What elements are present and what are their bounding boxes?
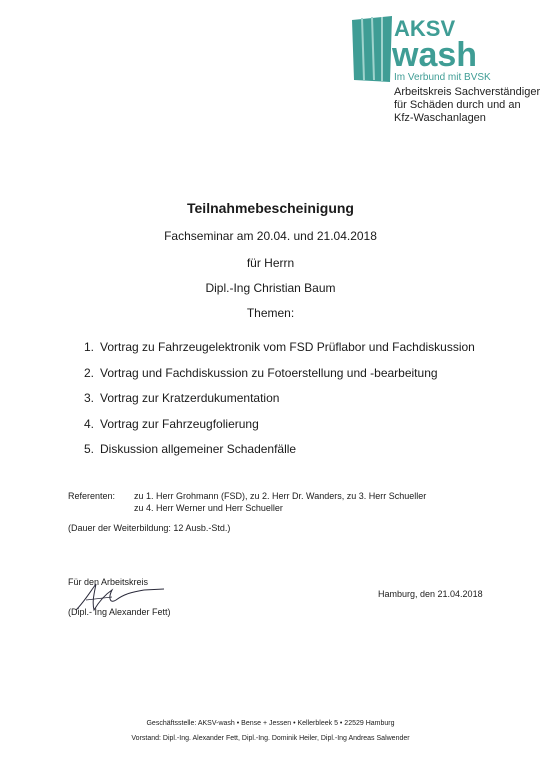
document-title: Teilnahmebescheinigung (187, 200, 354, 216)
topic-number: 4. (84, 416, 95, 431)
referents-list (134, 491, 426, 514)
recipient-name: Dipl.-Ing Christian Baum (205, 281, 336, 295)
topic-item (84, 417, 475, 443)
referents-line: zu 4. Herr Werner und Herr Schueller (134, 502, 283, 513)
topic-number: 2. (84, 365, 95, 380)
footer-board: Vorstand: Dipl.-Ing. Alexander Fett, Dipl.-Ing. Dominik Heiler, Dipl.-Ing Andreas Salwender (131, 735, 410, 742)
referents-label: Referenten: (68, 491, 116, 501)
topic-number: 3. (84, 391, 95, 405)
svg-text:AKSV: AKSV (394, 16, 456, 41)
svg-text:Im Verbund mit BVSK: Im Verbund mit BVSK (394, 72, 491, 83)
seminar-date: Fachseminar am 20.04. und 21.04.2018 (164, 229, 377, 243)
footer-office: Geschäftsstelle: AKSV-wash • Bense + Jessen • Kellerbleek 5 • 22529 Hamburg (146, 720, 395, 727)
topics-heading: Themen: (246, 306, 295, 320)
svg-text:wash: wash (392, 36, 478, 74)
recipient-label: für Herrn (246, 256, 295, 270)
logo-subtitle-line: Kfz-Waschanlagen (394, 112, 486, 124)
topic-number: 5. (84, 442, 95, 456)
topic-text: Vortrag zu Fahrzeugelektronik vom FSD Prüflabor und Fachdiskussion (100, 340, 475, 354)
training-duration: (Dauer der Weiterbildung: 12 Ausb.-Std.) (68, 523, 231, 533)
topic-text: Diskussion allgemeiner Schadenfälle (100, 442, 297, 456)
aksv-wash-logo (352, 14, 492, 84)
topic-item (84, 340, 475, 366)
signatory-name: (Dipl.- Ing Alexander Fett) (68, 607, 171, 617)
referents-line: zu 1. Herr Grohmann (FSD), zu 2. Herr Dr. Wanders, zu 3. Herr Schueller (134, 491, 427, 501)
logo-subtitle-line: Arbeitskreis Sachverständiger (394, 86, 541, 98)
topic-item (84, 442, 475, 468)
logo-subtitle (394, 86, 540, 125)
logo-subtitle-line: für Schäden durch und an (394, 99, 521, 111)
topic-text: Vortrag zur Kratzerdukumentation (100, 391, 280, 405)
signature-label: Für den Arbeitskreis (68, 577, 149, 587)
topics-list (84, 340, 475, 468)
topic-text: Vortrag und Fachdiskussion zu Fotoerstellung und -bearbeitung (100, 365, 438, 380)
topic-text: Vortrag zur Fahrzeugfolierung (100, 416, 259, 431)
topic-item (84, 391, 475, 417)
place-date: Hamburg, den 21.04.2018 (378, 589, 483, 599)
topic-number: 1. (84, 340, 95, 354)
topic-item (84, 366, 475, 392)
